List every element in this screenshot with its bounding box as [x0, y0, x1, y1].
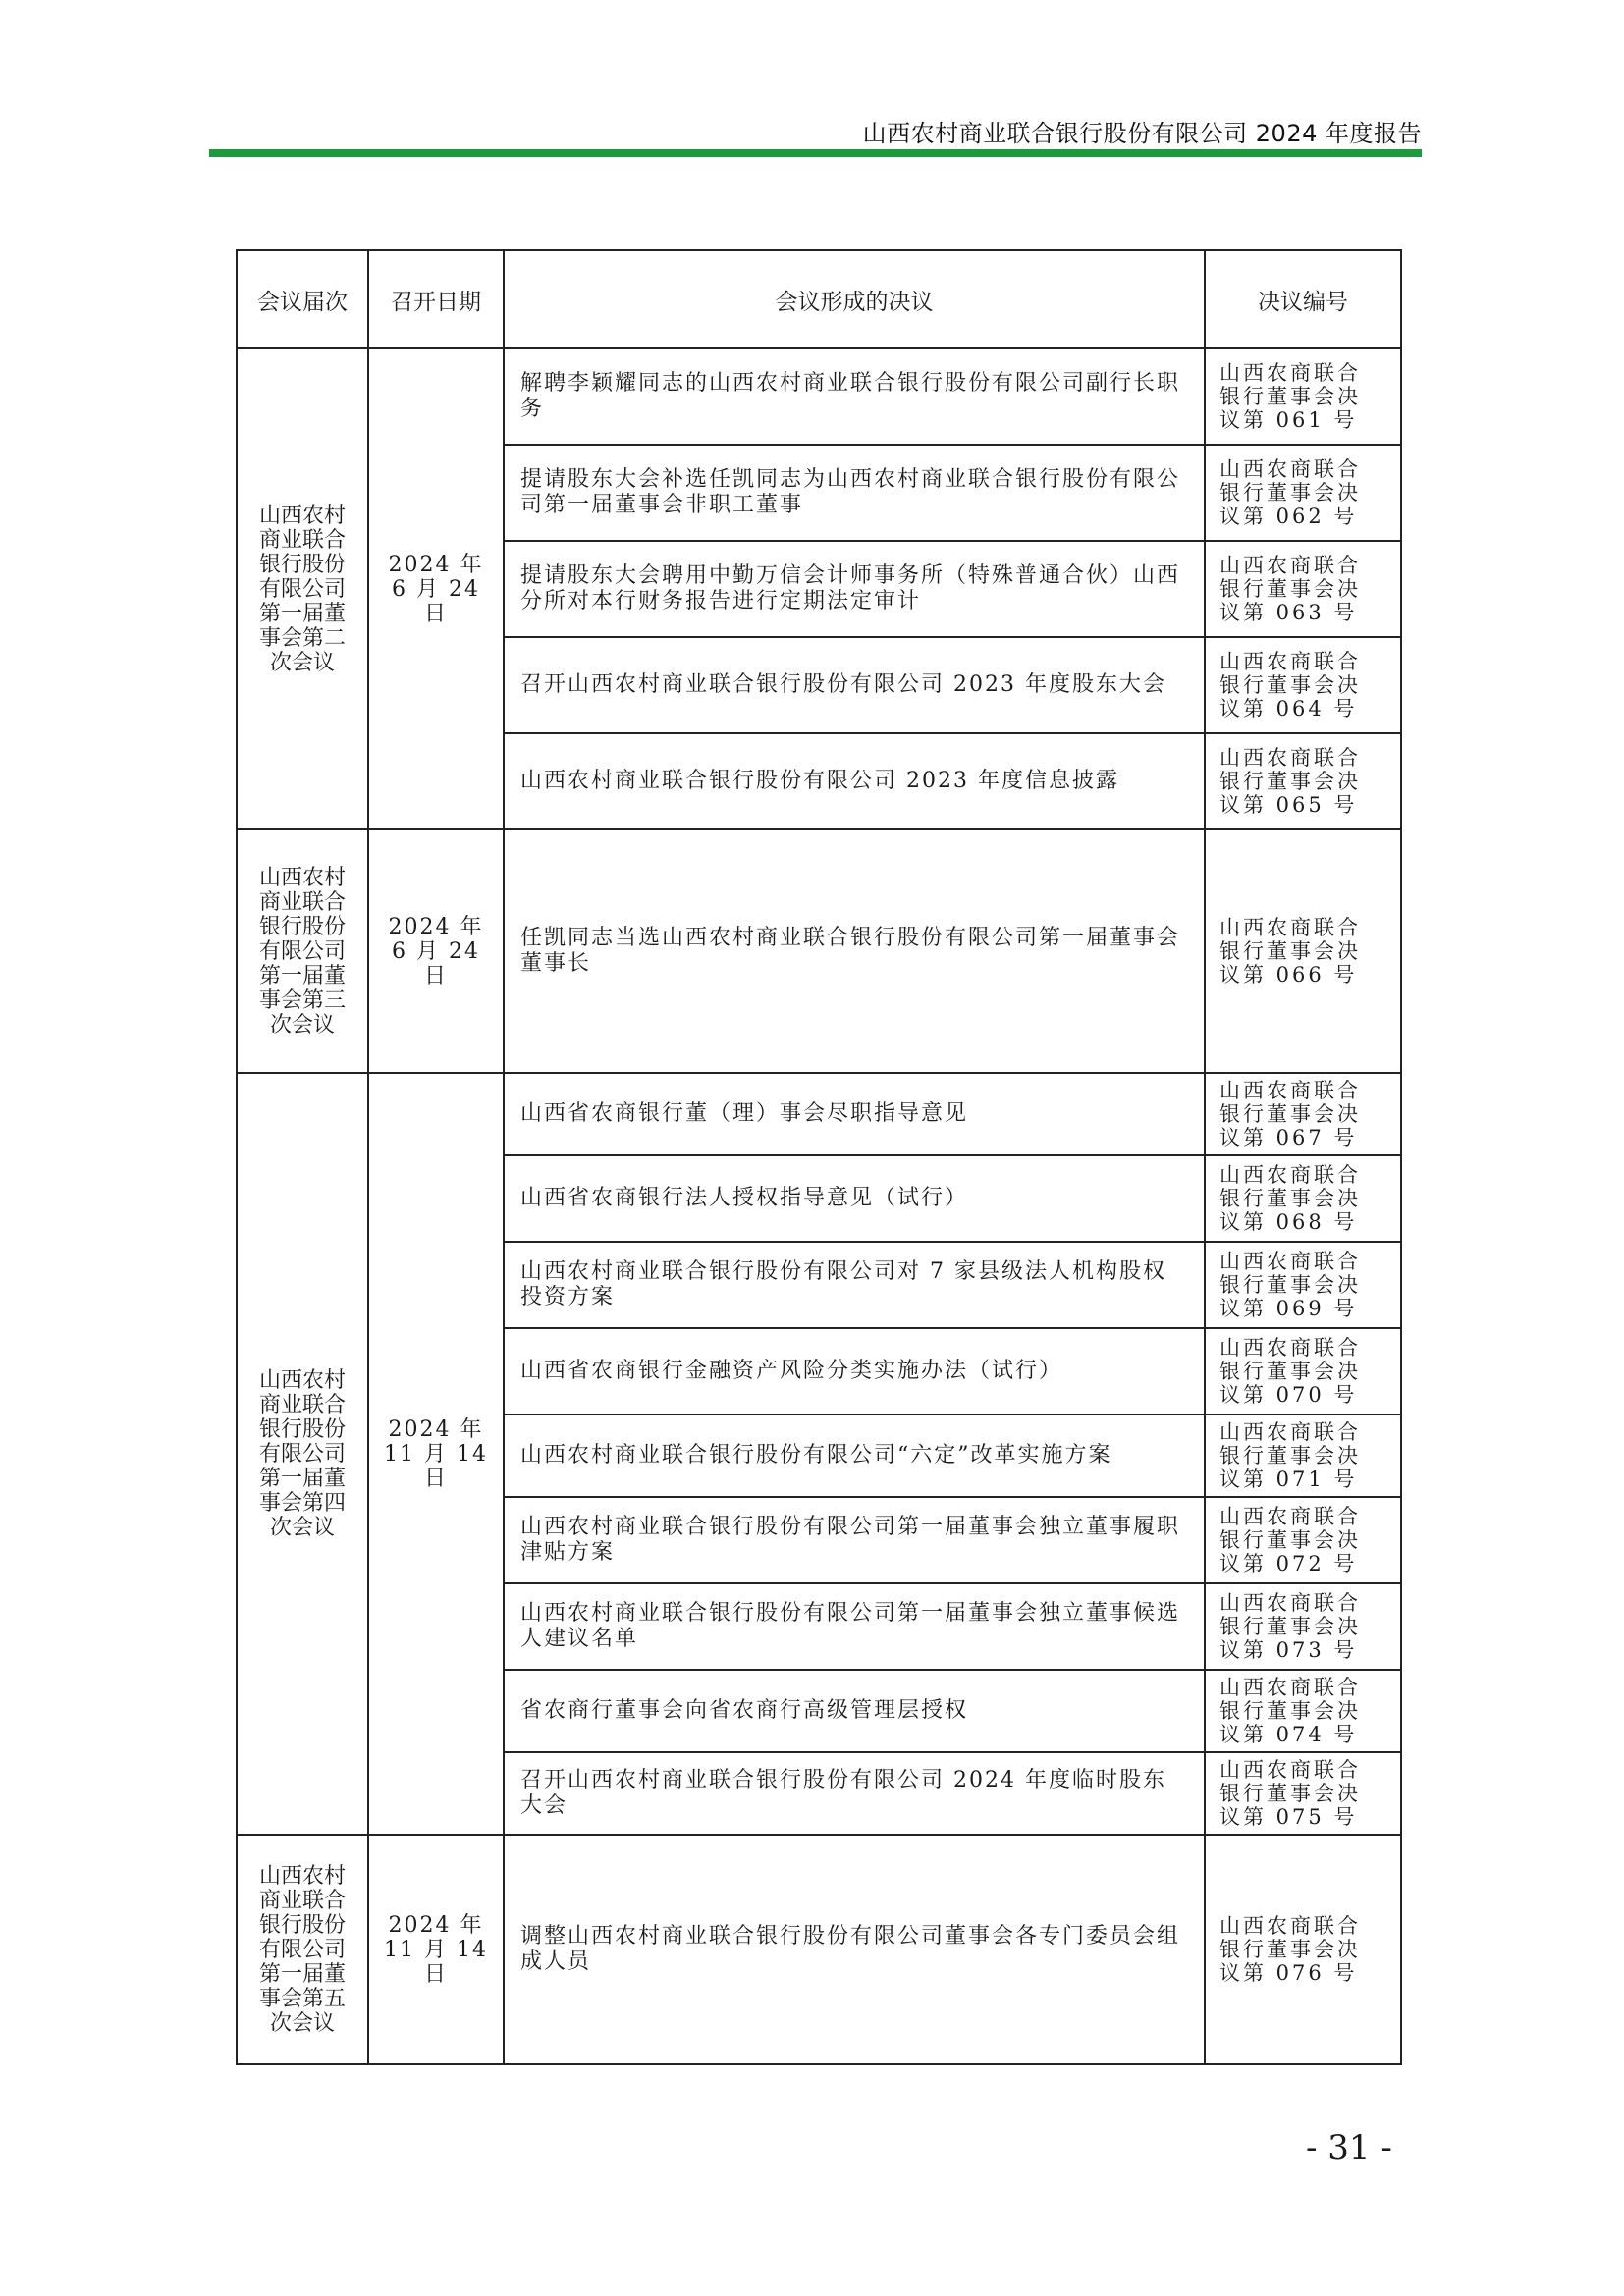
resolution-number-cell	[1205, 1670, 1401, 1752]
page-number: - 31 -	[1306, 2128, 1392, 2167]
resolution-number-cell	[1205, 445, 1401, 541]
table-row	[237, 1073, 1401, 1155]
resolution-number-line: 山西农商联合	[1219, 650, 1361, 673]
meeting-session-line: 山西农村	[258, 1863, 346, 1889]
resolution-text: 调整山西农村商业联合银行股份有限公司董事会各专门委员会组成人员	[504, 1835, 1205, 2064]
table-row	[237, 829, 1401, 1073]
resolution-number-cell	[1205, 1497, 1401, 1583]
table-header-row	[237, 250, 1401, 348]
meeting-session-line: 山西农村	[258, 1367, 346, 1393]
resolution-number-line: 议第 068 号	[1219, 1210, 1358, 1234]
resolution-number-line: 银行董事会决	[1219, 1528, 1361, 1552]
resolution-text: 山西省农商银行金融资产风险分类实施办法（试行）	[504, 1328, 1205, 1415]
resolution-number-cell	[1205, 1073, 1401, 1155]
meeting-session-line: 有限公司	[258, 938, 346, 964]
resolution-number-cell	[1205, 541, 1401, 637]
resolution-number-line: 议第 074 号	[1219, 1723, 1358, 1746]
meeting-session-line: 第一届董	[258, 1961, 346, 1987]
resolution-text: 省农商行董事会向省农商行高级管理层授权	[504, 1670, 1205, 1752]
resolution-number-line: 议第 066 号	[1219, 963, 1358, 987]
meeting-session-cell	[237, 348, 368, 829]
meeting-session-line: 山西农村	[258, 503, 346, 528]
resolution-number-line: 议第 075 号	[1219, 1805, 1358, 1829]
resolution-number-line: 银行董事会决	[1219, 1699, 1361, 1723]
meeting-session-line: 银行股份	[258, 552, 346, 577]
meeting-date-cell	[368, 829, 504, 1073]
resolution-number-line: 议第 061 号	[1219, 408, 1358, 432]
meeting-session-cell	[237, 829, 368, 1073]
meeting-session-line: 事会第四	[258, 1490, 346, 1516]
resolution-number-line: 银行董事会决	[1219, 1444, 1361, 1468]
resolution-number-line: 银行董事会决	[1219, 481, 1361, 505]
resolution-number-line: 议第 064 号	[1219, 697, 1358, 721]
meeting-session-line: 次会议	[269, 1515, 335, 1540]
resolution-number-line: 银行董事会决	[1219, 385, 1361, 408]
resolution-number-line: 议第 073 号	[1219, 1638, 1358, 1662]
resolution-number-cell	[1205, 1752, 1401, 1835]
resolution-number-line: 山西农商联合	[1219, 1163, 1361, 1187]
meeting-session-line: 次会议	[269, 2010, 335, 2036]
meeting-session-line: 第一届董	[258, 1466, 346, 1491]
meeting-date-cell	[368, 1073, 504, 1835]
meeting-date-cell	[368, 1835, 504, 2064]
meeting-session-cell	[237, 1073, 368, 1835]
resolution-text: 山西农村商业联合银行股份有限公司第一届董事会独立董事履职津贴方案	[504, 1497, 1205, 1583]
resolution-number-line: 银行董事会决	[1219, 1938, 1361, 1961]
meeting-session-line: 商业联合	[258, 527, 346, 553]
resolution-number-cell	[1205, 1415, 1401, 1497]
resolution-number-cell	[1205, 1835, 1401, 2064]
resolution-number-line: 议第 072 号	[1219, 1552, 1358, 1575]
resolution-number-line: 山西农商联合	[1219, 457, 1361, 481]
resolution-number-line: 议第 071 号	[1219, 1468, 1358, 1491]
resolution-number-cell	[1205, 348, 1401, 445]
resolution-number-line: 银行董事会决	[1219, 577, 1361, 601]
table-body	[237, 348, 1401, 2064]
resolution-text: 山西省农商银行法人授权指导意见（试行）	[504, 1155, 1205, 1242]
meeting-date-line: 2024 年	[388, 1912, 484, 1938]
resolution-number-line: 山西农商联合	[1219, 1079, 1361, 1102]
meeting-date-cell	[368, 348, 504, 829]
meeting-date-line: 2024 年	[388, 914, 484, 939]
meeting-session-line: 次会议	[269, 1012, 335, 1038]
resolution-text: 山西农村商业联合银行股份有限公司第一届董事会独立董事候选人建议名单	[504, 1583, 1205, 1670]
resolution-text: 召开山西农村商业联合银行股份有限公司 2024 年度临时股东大会	[504, 1752, 1205, 1835]
meeting-session-line: 第一届董	[258, 601, 346, 626]
resolution-number-line: 银行董事会决	[1219, 770, 1361, 793]
resolution-number-line: 银行董事会决	[1219, 939, 1361, 963]
resolution-text: 山西省农商银行董（理）事会尽职指导意见	[504, 1073, 1205, 1155]
meeting-session-line: 银行股份	[258, 914, 346, 939]
meeting-date-line: 日	[423, 1466, 448, 1491]
meeting-session-line: 有限公司	[258, 1937, 346, 1962]
resolution-text: 提请股东大会聘用中勤万信会计师事务所（特殊普通合伙）山西分所对本行财务报告进行定期法定审计	[504, 541, 1205, 637]
resolution-number-cell	[1205, 733, 1401, 829]
resolution-number-line: 银行董事会决	[1219, 673, 1361, 697]
resolution-number-line: 银行董事会决	[1219, 1782, 1361, 1805]
resolution-text: 召开山西农村商业联合银行股份有限公司 2023 年度股东大会	[504, 637, 1205, 733]
table-row	[237, 348, 1401, 445]
resolution-number-line: 山西农商联合	[1219, 746, 1361, 770]
column-header-resolution: 会议形成的决议	[504, 250, 1205, 348]
page-header	[209, 110, 1422, 149]
meeting-session-line: 有限公司	[258, 576, 346, 602]
resolution-number-line: 银行董事会决	[1219, 1273, 1361, 1297]
resolution-number-line: 山西农商联合	[1219, 1505, 1361, 1528]
meeting-session-line: 事会第三	[258, 988, 346, 1013]
column-header-meeting: 会议届次	[237, 250, 368, 348]
header-rule	[209, 149, 1422, 157]
resolution-number-line: 银行董事会决	[1219, 1615, 1361, 1638]
meeting-session-line: 次会议	[269, 650, 335, 675]
resolution-number-line: 议第 076 号	[1219, 1961, 1358, 1985]
resolution-number-line: 银行董事会决	[1219, 1187, 1361, 1210]
resolution-text: 解聘李颖耀同志的山西农村商业联合银行股份有限公司副行长职务	[504, 348, 1205, 445]
meeting-date-line: 6 月 24 日	[392, 938, 480, 988]
resolution-text: 山西农村商业联合银行股份有限公司 2023 年度信息披露	[504, 733, 1205, 829]
meeting-session-line: 事会第二	[258, 625, 346, 651]
meeting-date-line: 2024 年	[388, 552, 484, 577]
resolution-text: 山西农村商业联合银行股份有限公司“六定”改革实施方案	[504, 1415, 1205, 1497]
resolution-number-cell	[1205, 637, 1401, 733]
resolution-number-line: 议第 063 号	[1219, 601, 1358, 624]
resolution-number-line: 银行董事会决	[1219, 1360, 1361, 1383]
resolution-number-cell	[1205, 1583, 1401, 1670]
resolution-number-cell	[1205, 1328, 1401, 1415]
resolution-number-line: 议第 069 号	[1219, 1297, 1358, 1320]
meeting-date-line: 11 月 14	[384, 1441, 488, 1467]
meeting-date-line: 日	[423, 1961, 448, 1987]
resolution-number-line: 议第 065 号	[1219, 793, 1358, 817]
resolution-number-line: 山西农商联合	[1219, 1676, 1361, 1699]
meeting-session-line: 银行股份	[258, 1912, 346, 1938]
resolution-number-cell	[1205, 1242, 1401, 1328]
meeting-session-line: 商业联合	[258, 889, 346, 915]
meeting-date-line: 2024 年	[388, 1416, 484, 1442]
resolution-number-line: 银行董事会决	[1219, 1102, 1361, 1126]
resolution-number-cell	[1205, 1155, 1401, 1242]
resolution-text: 提请股东大会补选任凯同志为山西农村商业联合银行股份有限公司第一届董事会非职工董事	[504, 445, 1205, 541]
meeting-session-line: 有限公司	[258, 1441, 346, 1467]
resolution-number-line: 山西农商联合	[1219, 361, 1361, 385]
resolution-text: 山西农村商业联合银行股份有限公司对 7 家县级法人机构股权投资方案	[504, 1242, 1205, 1328]
resolution-number-line: 山西农商联合	[1219, 1420, 1361, 1444]
meeting-session-line: 第一届董	[258, 963, 346, 988]
resolutions-table	[236, 249, 1402, 2065]
resolution-number-line: 山西农商联合	[1219, 1914, 1361, 1938]
resolution-number-line: 议第 062 号	[1219, 505, 1358, 528]
meeting-session-cell	[237, 1835, 368, 2064]
meeting-date-line: 11 月 14	[384, 1937, 488, 1962]
resolution-text: 任凯同志当选山西农村商业联合银行股份有限公司第一届董事会董事长	[504, 829, 1205, 1073]
resolution-number-cell	[1205, 829, 1401, 1073]
meeting-date-line: 6 月 24 日	[392, 576, 480, 626]
meeting-session-line: 银行股份	[258, 1416, 346, 1442]
resolution-number-line: 山西农商联合	[1219, 1250, 1361, 1273]
resolution-number-line: 山西农商联合	[1219, 1591, 1361, 1615]
resolution-number-line: 山西农商联合	[1219, 916, 1361, 939]
column-header-date: 召开日期	[368, 250, 504, 348]
resolution-number-line: 山西农商联合	[1219, 1336, 1361, 1360]
meeting-session-line: 商业联合	[258, 1888, 346, 1913]
resolution-number-line: 山西农商联合	[1219, 1758, 1361, 1782]
resolution-number-line: 山西农商联合	[1219, 554, 1361, 577]
resolution-number-line: 议第 067 号	[1219, 1126, 1358, 1149]
meeting-session-line: 事会第五	[258, 1986, 346, 2011]
meeting-session-line: 山西农村	[258, 865, 346, 890]
column-header-number: 决议编号	[1205, 250, 1401, 348]
meeting-session-line: 商业联合	[258, 1392, 346, 1417]
table-row	[237, 1835, 1401, 2064]
report-title: 山西农村商业联合银行股份有限公司 2024 年度报告	[862, 120, 1422, 147]
resolution-number-line: 议第 070 号	[1219, 1383, 1358, 1407]
